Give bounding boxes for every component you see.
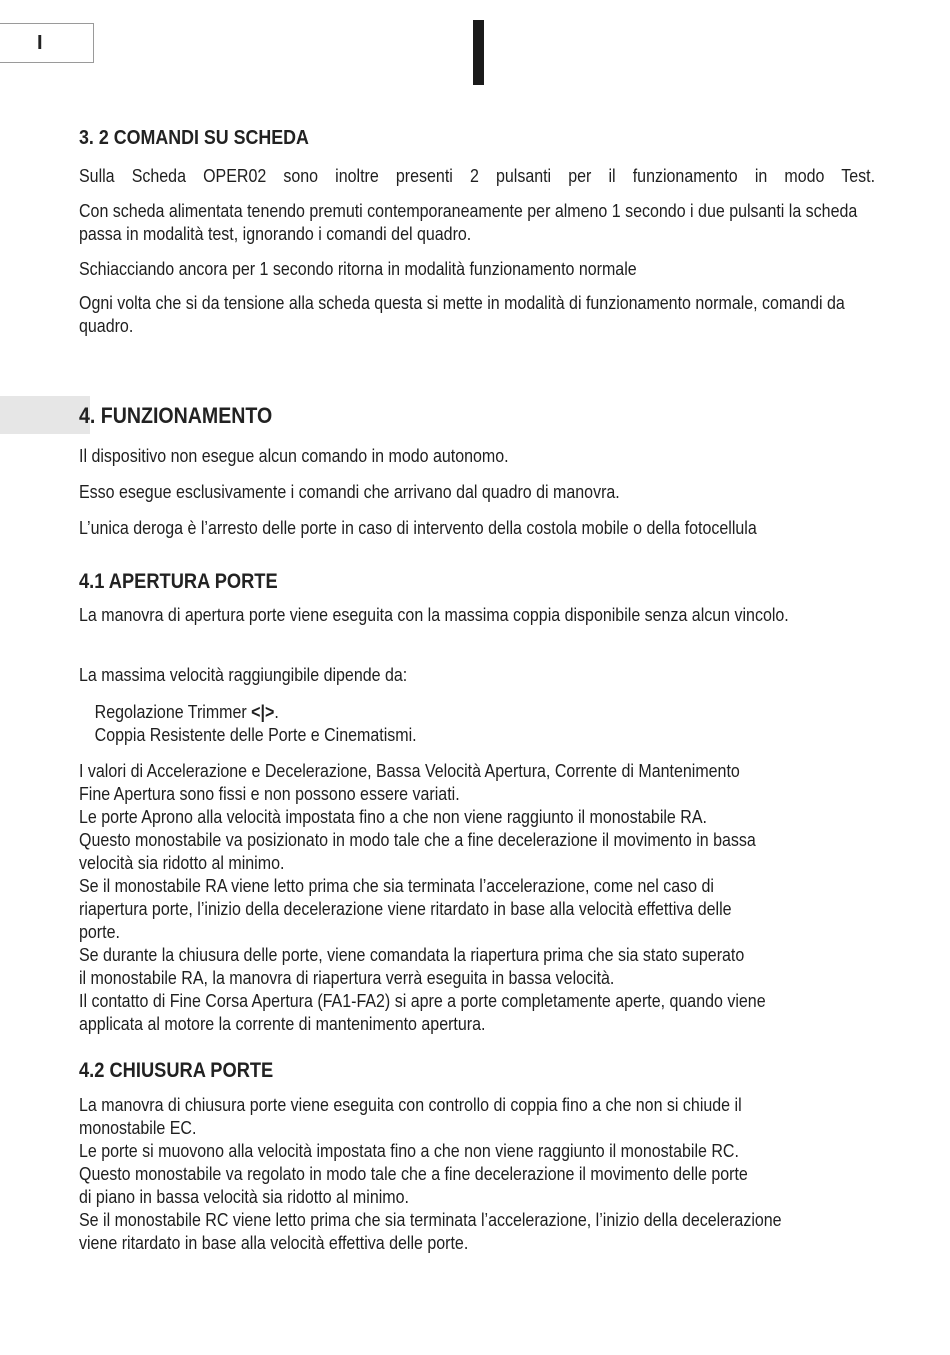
paragraph-4-1-2: La massima velocità raggiungibile dipende da: — [79, 664, 408, 685]
heading-4: 4. FUNZIONAMENTO — [79, 403, 273, 428]
text-line: di piano in bassa velocità sia ridotto al minimo. — [79, 1186, 409, 1207]
text-line: applicata al motore la corrente di mantenimento apertura. — [79, 1013, 486, 1034]
paragraph-4-1-body — [79, 759, 875, 1035]
text-line: Se il monostabile RC viene letto prima che sia terminata l’accelerazione, l’inizio della decelerazione — [79, 1209, 782, 1230]
text-line: Fine Apertura sono fissi e non possono essere variati. — [79, 783, 460, 804]
heading-4-1: 4.1 APERTURA PORTE — [79, 570, 278, 593]
paragraph-3-2-2: Con scheda alimentata tenendo premuti contemporaneamente per almeno 1 secondo i due pulsanti la scheda passa in modalità test, ignorando i comandi del quadro. — [79, 200, 858, 244]
text-line: porte. — [79, 921, 120, 942]
side-tab-marker — [0, 396, 90, 434]
text-line: Il contatto di Fine Corsa Apertura (FA1-FA2) si apre a porte completamente aperte, quando viene — [79, 990, 766, 1011]
text-line: I valori di Accelerazione e Decelerazione, Bassa Velocità Apertura, Corrente di Mantenimento — [79, 760, 740, 781]
paragraph-4-3: L’unica deroga è l’arresto delle porte in caso di intervento della costola mobile o della fotocellula — [79, 517, 757, 538]
text-line: velocità sia ridotto al minimo. — [79, 852, 285, 873]
text-line: La manovra di chiusura porte viene eseguita con controllo di coppia fino a che non si chiude il — [79, 1094, 742, 1115]
paragraph-3-2-3: Schiacciando ancora per 1 secondo ritorna in modalità funzionamento normale — [79, 258, 637, 279]
paragraph-4-2-body — [79, 1093, 875, 1254]
text-line: Questo monostabile va regolato in modo tale che a fine decelerazione il movimento delle porte — [79, 1163, 748, 1184]
language-tab — [0, 23, 94, 63]
text-line: Se il monostabile RA viene letto prima che sia terminata l’accelerazione, come nel caso di — [79, 875, 714, 896]
paragraph-4-2: Esso esegue esclusivamente i comandi che arrivano dal quadro di manovra. — [79, 481, 620, 502]
heading-4-2: 4.2 CHIUSURA PORTE — [79, 1059, 274, 1082]
list-item-trimmer — [79, 700, 875, 723]
heading-3-2: 3. 2 COMANDI SU SCHEDA — [79, 126, 309, 149]
list-item-trimmer-text: Regolazione Trimmer — [94, 701, 252, 722]
text-line: viene ritardato in base alla velocità effettiva delle porte. — [79, 1232, 469, 1253]
section-marker-bar — [473, 20, 484, 85]
text-line: riapertura porte, l’inizio della decelerazione viene ritardato in base alla velocità effettiva delle — [79, 898, 732, 919]
list-item-trimmer-end: . — [274, 701, 279, 722]
paragraph-3-2-1: Sulla Scheda OPER02 sono inoltre presenti 2 pulsanti per il funzionamento in modo Test. — [79, 165, 876, 186]
text-line: monostabile EC. — [79, 1117, 197, 1138]
text-line: Se durante la chiusura delle porte, viene comandata la riapertura prima che sia stato superato — [79, 944, 745, 965]
paragraph-3-2-4: Ogni volta che si da tensione alla scheda questa si mette in modalità di funzionamento normale, comandi da quadro. — [79, 292, 845, 336]
text-line: Questo monostabile va posizionato in modo tale che a fine decelerazione il movimento in bassa — [79, 829, 756, 850]
language-code: I — [37, 32, 43, 54]
text-line: Le porte si muovono alla velocità impostata fino a che non viene raggiunto il monostabile RC. — [79, 1140, 739, 1161]
list-item-coppia: Coppia Resistente delle Porte e Cinematismi. — [94, 724, 417, 745]
paragraph-4-1: Il dispositivo non esegue alcun comando in modo autonomo. — [79, 445, 509, 466]
list-item-trimmer-symbol: <|> — [251, 701, 275, 722]
paragraph-4-1-1: La manovra di apertura porte viene eseguita con la massima coppia disponibile senza alcun vincolo. — [79, 604, 789, 625]
text-line: il monostabile RA, la manovra di riapertura verrà eseguita in bassa velocità. — [79, 967, 615, 988]
text-line: Le porte Aprono alla velocità impostata fino a che non viene raggiunto il monostabile RA. — [79, 806, 707, 827]
